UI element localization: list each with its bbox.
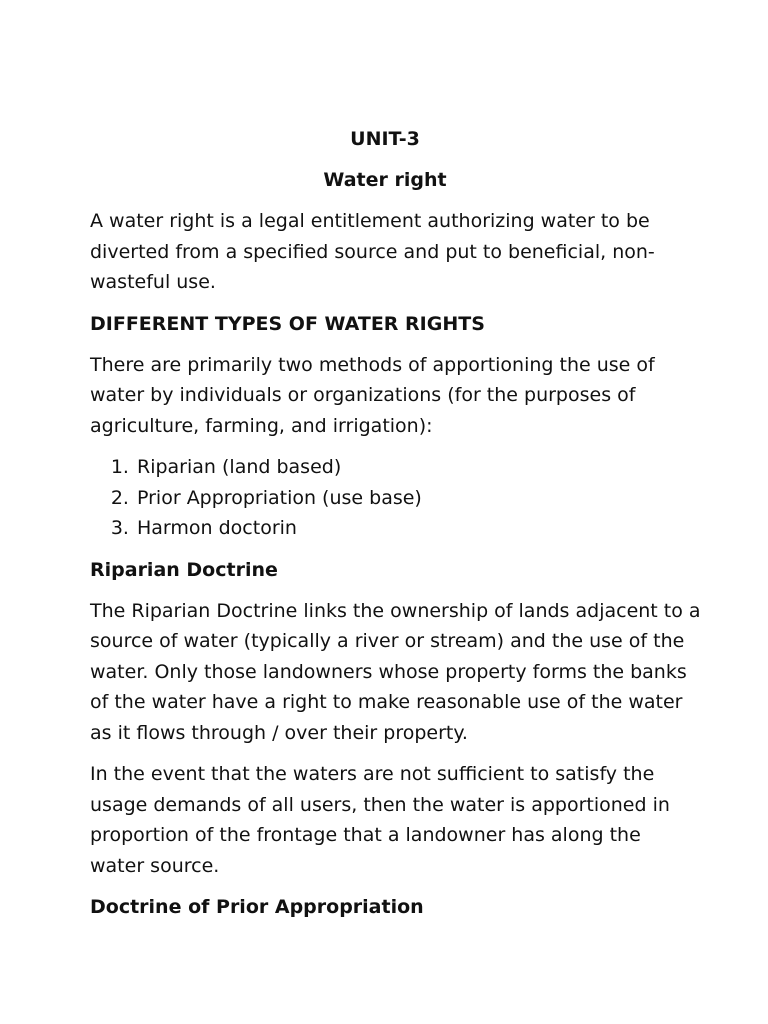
paragraph-line: The Riparian Doctrine links the ownership of lands adjacent to a (90, 599, 701, 622)
paragraph-line: source of water (typically a river or stream) and the use of the (90, 630, 685, 652)
paragraph-line: as it flows through / over their property. (90, 721, 468, 744)
paragraph-line: water by individuals or organizations (for the purposes of (90, 384, 636, 406)
paragraph-line: A water right is a legal entitlement authorizing water to be (90, 210, 650, 232)
intro-paragraph (90, 206, 680, 298)
list-item: 3. Harmon doctorin (135, 513, 680, 544)
types-heading: DIFFERENT TYPES OF WATER RIGHTS (90, 312, 485, 335)
paragraph-line: of the water have a right to make reasonable use of the water (90, 691, 683, 713)
prior-appropriation-heading: Doctrine of Prior Appropriation (90, 896, 424, 918)
document-subtitle: Water right (323, 169, 447, 191)
paragraph-line: water. Only those landowners whose property forms the banks (90, 660, 687, 683)
paragraph-line: There are primarily two methods of apportioning the use of (90, 353, 655, 376)
riparian-heading: Riparian Doctrine (90, 558, 278, 581)
types-intro-paragraph (90, 350, 680, 442)
unit-title: UNIT-3 (350, 128, 420, 150)
riparian-paragraph-1 (90, 596, 701, 749)
paragraph-line: water source. (90, 854, 220, 877)
list-item: 1. Riparian (land based) (135, 452, 680, 483)
paragraph-line: diverted from a specified source and put to beneficial, non- (90, 240, 655, 263)
list-item: 2. Prior Appropriation (use base) (135, 483, 680, 514)
types-list (90, 452, 680, 544)
riparian-paragraph-2 (90, 759, 680, 881)
document-body (90, 124, 701, 933)
paragraph-line: agriculture, farming, and irrigation): (90, 414, 433, 437)
paragraph-line: In the event that the waters are not sufficient to satisfy the (90, 763, 655, 785)
paragraph-line: usage demands of all users, then the water is apportioned in (90, 793, 670, 816)
paragraph-line: wasteful use. (90, 271, 216, 293)
paragraph-line: proportion of the frontage that a landowner has along the (90, 824, 641, 846)
